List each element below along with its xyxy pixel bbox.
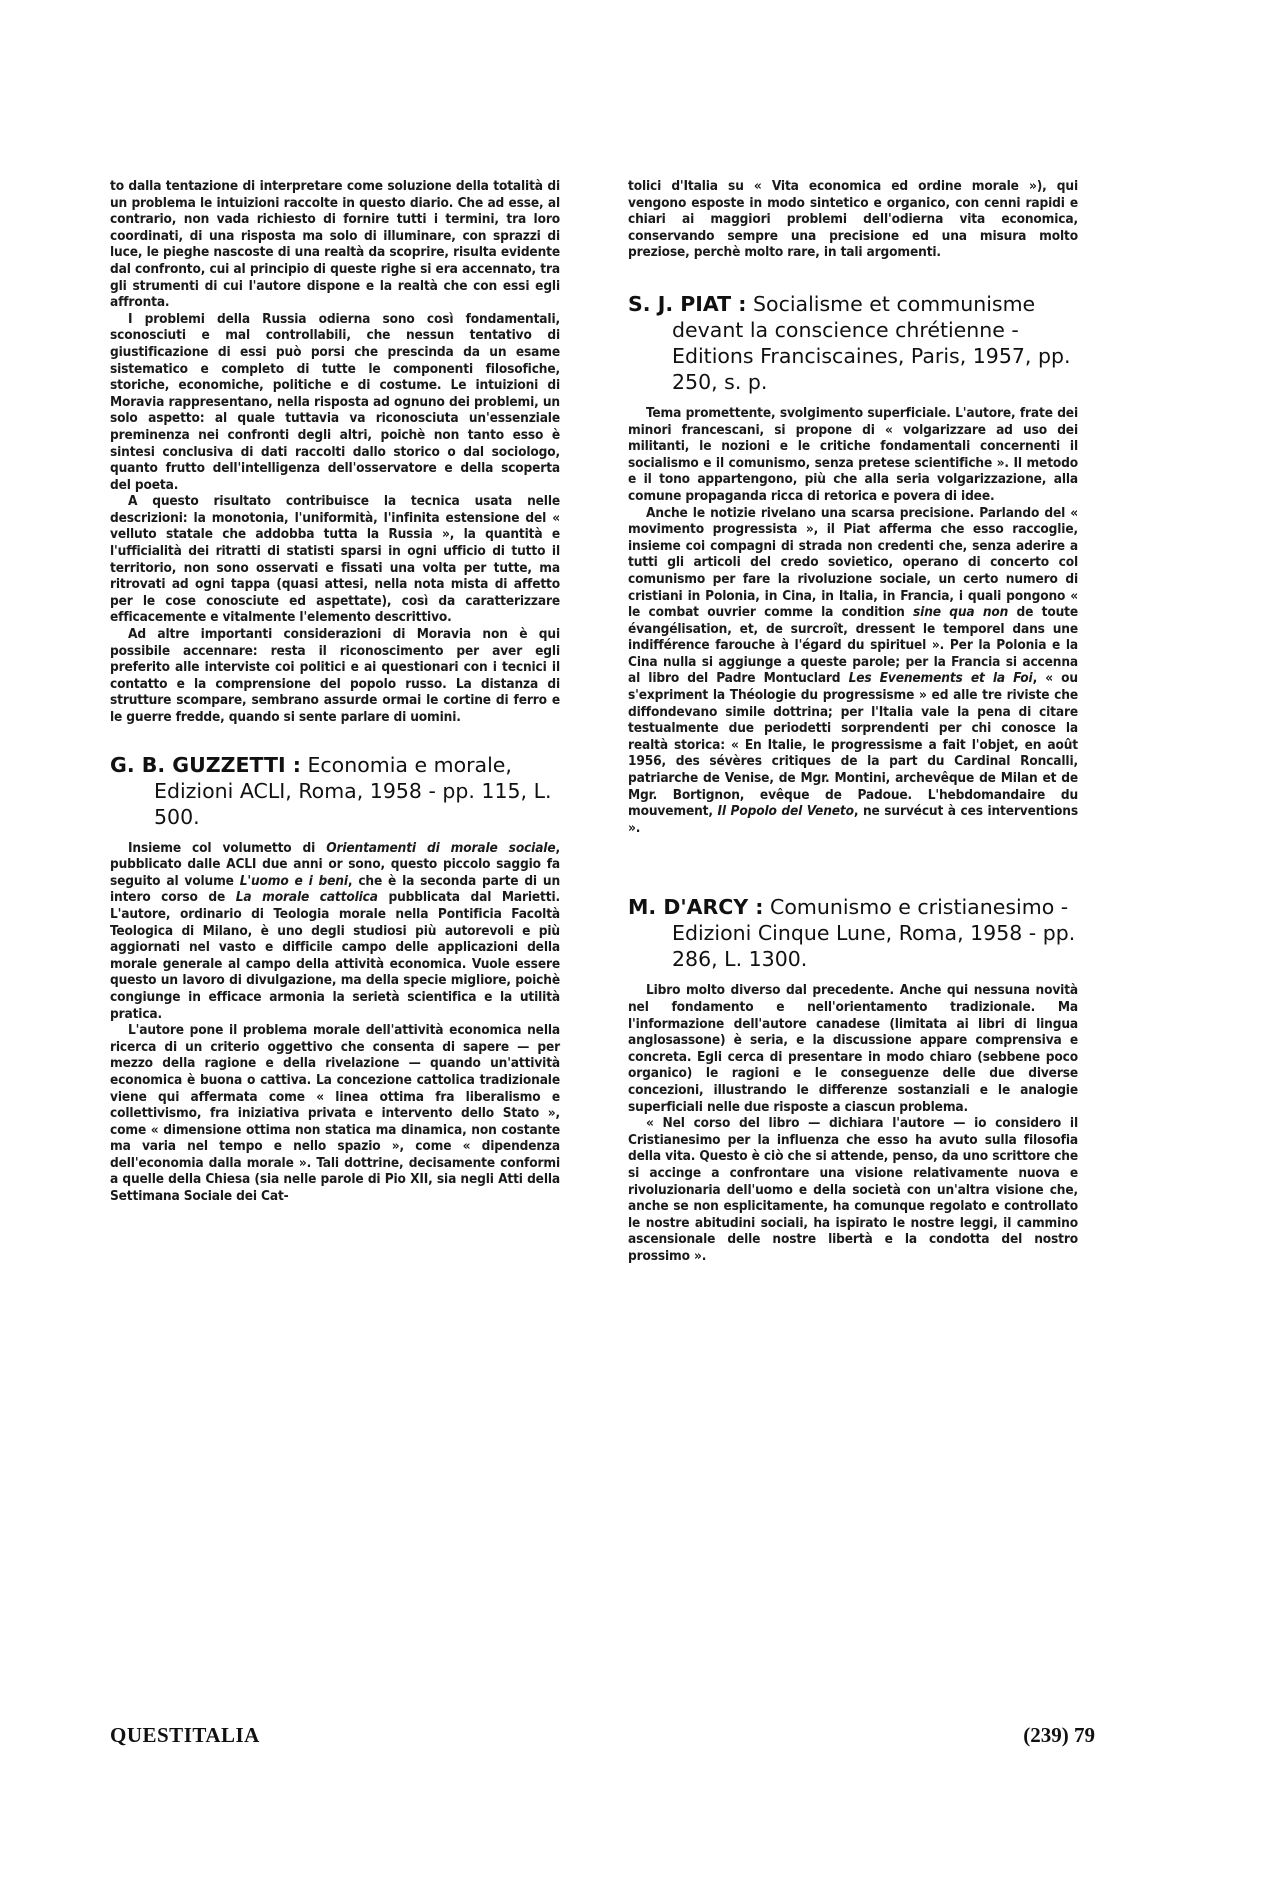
book-title-ref: L'uomo e i beni [239,872,348,889]
latin-phrase: sine qua non [913,604,1009,621]
page-number: (239) 79 [1023,1723,1095,1747]
review-para: Tema promettente, svolgimento superficiale. L'autore, frate dei minori francescani, si propone di « volgarizzare ad uso dei militanti, le nozioni e le critiche fondamentali concernenti il socialismo e il comunismo, senza pretese scientifiche ». Il metodo e il tono appartengono, più che alla seria volgarizzazione, alla comune propaganda ricca di retorica e povera di idee. [628,404,1078,504]
review-darcy [628,894,1078,1264]
article-para: Ad altre importanti considerazioni di Moravia non è qui possibile accennare: resta il riconoscimento per aver egli preferito alle interviste coi politici e ai questionari con i tecnici il contatto e la comprensione del popolo russo. La distanza di strutture scompare, sembrano assurde ormai le cortine di ferro e le guerre fredde, quando si sente parlare di uomini. [110,626,560,725]
journal-name-footer: QUESTITALIA [110,1723,260,1747]
review-heading [110,752,560,830]
review-title: Economia e morale, Edizioni ACLI, Roma, 1958 - pp. 115, L. 500. [154,752,552,829]
review-continuation-para: tolici d'Italia su « Vita economica ed ordine morale »), qui vengono esposte in modo sintetico e organico, con cenni rapidi e chiari ai maggiori problemi dell'odierna vita economica, conservando sempre una precisione ed una misura molto preziose, perchè molto rare, in tali argomenti. [628,178,1078,261]
review-para: L'autore pone il problema morale dell'attività economica nella ricerca di un criterio oggettivo che consenta di sapere — per mezzo della ragione e della rivelazione — quando un'attività economica è buona o cattiva. La concezione cattolica tradizionale viene qui affermata come « linea ottima fra liberalismo e collettivismo, fra iniziativa privata e intervento dello Stato », come « dimensione ottima non statica ma dinamica, non costante ma varia nel tempo e nello spazio », come « dipendenza dell'economia dalla morale ». Tali dottrine, decisamente conformi a quelle della Chiesa (sia nelle parole di Pio XII, sia negli Atti della Settimana Sociale dei Cat- [110,1022,560,1205]
right-column [628,178,1078,1265]
review-author: M. D'ARCY : [628,895,764,920]
review-title: Comunismo e cristianesimo - Edizioni Cinque Lune, Roma, 1958 - pp. 286, L. 1300. [672,895,1076,972]
review-para: Anche le notizie rivelano una scarsa precisione. Parlando del « movimento progressista », il Piat afferma che esso raccoglie, insieme coi compagni di strada non credenti che, senza aderire a tutti gli articoli del credo sovietico, operano di concerto col comunismo per fare la rivoluzione sociale, un certo numero di cristiani in Polonia, in Cina, in Italia, in Francia, i quali pongono « le combat ouvrier comme la condition sine qua non de toute évangélisation, et, de surcroît, dressent le temporel dans une indifférence farouche à l'égard du spirituel ». Per la Polonia e la Cina nulla si aggiunge a queste parole; per la Francia si accenna al libro del Padre Montuclard Les Evenements et la Foi, « ou s'expriment la Théologie du progressisme » ed alle tre riviste che diffondevano simile dottrina; per l'Italia vale la pena di citare testualmente due periodetti sorprendenti per chi conosce la realtà storica: « En Italie, le progressisme a fait l'objet, en août 1956, des sévères critiques de la part du Cardinal Roncalli, patriarche de Venise, de Mgr. Montini, archevêque de Milan et de Mgr. Bortignon, evêque de Padoue. L'hebdomandaire du mouvement, Il Popolo del Veneto, ne survécut à ces interventions ». [628,504,1078,836]
book-title-ref: Les Evenements et la Foi [848,670,1033,687]
review-para: Insieme col volumetto di Orientamenti di morale sociale, pubblicato dalle ACLI due anni or sono, questo piccolo saggio fa seguito al volume L'uomo e i beni, che è la seconda parte di un intero corso de La morale cattolica pubblicata dal Marietti. L'autore, ordinario di Teologia morale nella Pontificia Facoltà Teologica di Milano, è uno degli studiosi più autorevoli e più aggiornati nel vasto e difficile campo delle applicazioni della morale generale al campo della attività economica. Vuole essere questo un lavoro di divulgazione, ma della specie migliore, poichè congiunge in efficace armonia la serietà scientifica e la utilità pratica. [110,839,560,1022]
article-continuation-para: to dalla tentazione di interpretare come soluzione della totalità di un problema le intuizioni raccolte in questo diario. Che ad esse, al contrario, non vada richiesto di fornire tutti i termini, tra loro coordinati, di una risposta ma solo di illuminare, con sprazzi di luce, le pieghe nascoste di una realtà da scoprire, risulta evidente dal confronto, cui al principio di queste righe si era accennato, tra gli strumenti di cui l'autore dispone e la realtà che con essi egli affronta. [110,178,560,311]
review-title: Socialisme et communisme devant la conscience chrétienne - Editions Franciscaines, Paris, 1957, pp. 250, s. p. [672,291,1071,394]
article-para: I problemi della Russia odierna sono così fondamentali, sconosciuti e mal controllabili, che nessun tentativo di giustificazione di essi può porsi che prescinda da un esame sistematico e completo di tutte le componenti filosofiche, storiche, economiche, politiche e di costume. Le intuizioni di Moravia rappresentano, nella risposta ad ognuno dei problemi, un solo aspetto: al quale tuttavia va riconosciuta un'essenziale preminenza nei confronti degli altri, poichè non tanto esso è sintesi conclusiva di dati raccolti dallo storico o dal sociologo, quanto frutto dell'intelligenza dell'osservatore e della scoperta del poeta. [110,310,560,493]
review-para: Libro molto diverso dal precedente. Anche qui nessuna novità nel fondamento e nell'orientamento tradizionale. Ma l'informazione dell'autore canadese (limitata ai libri di lingua anglosassone) è seria, e la discussione appare comprensiva e concreta. Egli cerca di presentare in modo chiaro (sebbene poco organico) le ragioni e le conseguenze delle due diverse concezioni, illustrando le differenze sostanziali e le analogie superficiali nelle due risposte a ciascun problema. [628,982,1078,1115]
periodical-title-ref: Il Popolo del Veneto [717,803,854,820]
book-title-ref: La morale cattolica [235,889,378,906]
review-heading [628,894,1078,972]
book-title-ref: Orientamenti di morale sociale [326,839,556,856]
review-author: S. J. PIAT : [628,291,747,316]
review-para: « Nel corso del libro — dichiara l'autore — io considero il Cristianesimo per la influenza che esso ha avuto sulla filosofia della vita. Questo è ciò che si attende, penso, da uno scrittore che si accinge a confrontare una visione relativamente nuova e rivoluzionaria dell'uomo e della società con un'altra visione che, anche se non esplicitamente, ha comunque regolato e controllato le nostre abitudini sociali, ha ispirato le nostre leggi, il cammino ascensionale delle nostre libertà e la condotta del nostro prossimo ». [628,1115,1078,1264]
article-para: A questo risultato contribuisce la tecnica usata nelle descrizioni: la monotonia, l'uniformità, l'infinita estensione del « velluto statale che addobba tutta la Russia », la quantità e l'ufficialità dei ritratti di statisti sparsi in ogni ufficio di tutto il territorio, non sono osservati e fissati una volta per tutte, ma ritrovati ad ogni tappa (quasi attesi, nella nota mista di affetto per le cose conosciute ed aspettate), così da caratterizzare efficacemente e vitalmente l'elemento descrittivo. [110,493,560,626]
review-guzzetti [110,752,560,1205]
review-heading [628,291,1078,395]
review-piat [628,291,1078,836]
left-column [110,178,560,1205]
review-author: G. B. GUZZETTI : [110,752,301,777]
